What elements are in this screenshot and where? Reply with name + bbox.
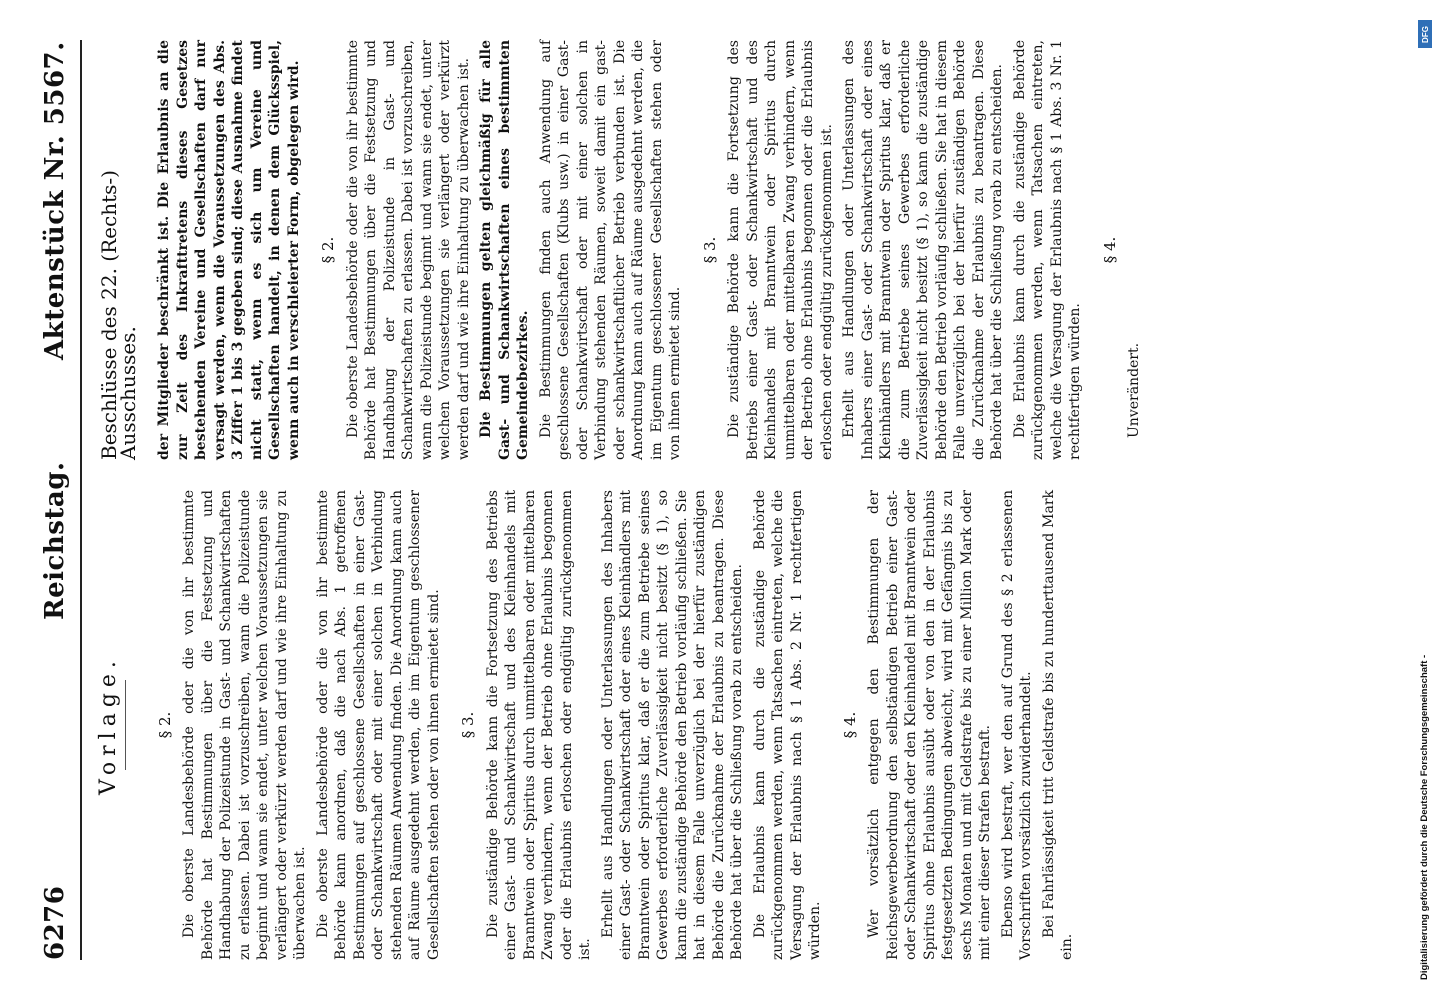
dfg-logo: DFG xyxy=(1418,20,1432,48)
dfg-stamp-text: Digitalisierung gefördert durch die Deutsche Forschungsgemeinschaft - xyxy=(1419,654,1430,980)
header-reichstag: Reichstag. xyxy=(40,461,70,620)
dfg-stamp xyxy=(1418,20,1432,980)
paragraph: Die Erlaubnis kann durch die zuständige Behörde zurückgenommen werden, wenn Tatsachen eintreten, welche die Versagung der Erlaubnis nach § 1 Abs. 3 Nr. 1 rechtfertigen würden. xyxy=(1011,40,1083,460)
paragraph-bold: der Mitglieder beschränkt ist. Die Erlaubnis an die zur Zeit des Inkrafttretens dieses Gesetzes bestehenden Vereine und Gesellschaften darf nur versagt werden, wenn die Voraussetzungen des Abs. 3 Ziffer 1 bis 3 gegeben sind; diese Ausnahme findet nicht statt, wenn es sich um Vereine und Gesellschaften handelt, in denen dem Glücksspiel, wenn auch in verschleierter Form, obgelegen wird. xyxy=(156,40,302,460)
paragraph: Die oberste Landesbehörde oder die von ihr bestimmte Behörde hat Bestimmungen über die Festsetzung und Handhabung der Polizeistunde in Gast- und Schankwirtschaften zu erlassen. Dabei ist vorzuschreiben, wann die Polizeistunde beginnt und wann sie endet, unter welchen Voraussetzungen sie verlängert oder verkürzt werden darf und wie ihre Einhaltung zu überwachen ist. xyxy=(181,490,308,960)
paragraph: Erhellt aus Handlungen oder Unterlassungen des Inhabers einer Gast- oder Schankwirtschaft oder eines Kleinhändlers mit Branntwein oder Spiritus klar, daß er die zum Betriebe seines Gewerbes erforderliche Zuverlässigkeit nicht besitzt (§ 1), so kann die zuständige Behörde den Betrieb vorläufig schließen. Sie hat in diesem Falle unverzüglich bei der hierfür zuständigen Behörde die Zurücknahme der Erlaubnis zu beantragen. Diese Behörde hat über die Schließung vorab zu entscheiden. xyxy=(599,490,745,960)
paragraph: Ebenso wird bestraft, wer den auf Grund des § 2 erlassenen Vorschriften vorsätzlich zuwiderhandelt. xyxy=(999,490,1034,960)
column-title-vorlage: Vorlage. xyxy=(96,655,121,795)
paragraph: Unverändert. xyxy=(1126,342,1142,438)
paragraph: Die Bestimmungen finden auch Anwendung auf geschlossene Gesellschaften (Klubs usw.) in einer Gast- oder Schankwirtschaft oder mit einer solchen in Verbindung stehenden Räumen, soweit damit ein gast- oder schankwirtschaftlicher Betrieb verbunden ist. Die Anordnung kann auch auf Räume ausgedehnt werden, die im Eigentum geschlossener Gesellschaften stehen oder von ihnen ermietet sind. xyxy=(537,40,683,460)
paragraph: Die Erlaubnis kann durch die zuständige Behörde zurückgenommen werden, wenn Tatsachen eintreten, welche die Versagung der Erlaubnis nach § 1 Abs. 2 Nr. 1 rechtfertigen würden. xyxy=(751,490,823,960)
paragraph: Die oberste Landesbehörde oder die von ihr bestimmte Behörde hat Bestimmungen über die Festsetzung und Handhabung der Polizeistunde in Gast- und Schankwirtschaften zu erlassen. Dabei ist vorzuschreiben, wann die Polizeistunde beginnt und wann sie endet, unter welchen Voraussetzungen sie verlängert oder verkürzt werden darf und wie ihre Einhaltung zu überwachen ist. xyxy=(344,40,472,460)
section-heading: § 2. xyxy=(319,236,337,264)
column-beschluesse xyxy=(97,40,1148,460)
section-heading: § 4. xyxy=(840,711,859,739)
paragraph: Bei Fahrlässigkeit tritt Geldstrafe bis zu hunderttausend Mark ein. xyxy=(1040,490,1075,960)
paragraph-bold: Die Bestimmungen gelten gleichmäßig für alle Gast- und Schankwirtschaften eines bestimmten Gemeindebezirkes. xyxy=(478,40,531,460)
page-header xyxy=(40,40,76,960)
header-rule xyxy=(80,40,82,960)
section-heading: § 4. xyxy=(1100,236,1119,264)
section-heading: § 3. xyxy=(700,236,719,264)
header-document-number: Aktenstück Nr. 5567. xyxy=(40,41,70,360)
section-heading: § 2. xyxy=(155,711,174,739)
column-vorlage xyxy=(96,490,1081,960)
column-title-beschluesse: Beschlüsse des 22. (Rechts-) Ausschusses. xyxy=(97,170,140,460)
title-divider xyxy=(125,680,126,770)
paragraph: Die oberste Landesbehörde oder die von ihr bestimmte Behörde kann anordnen, daß die nach Abs. 1 getroffenen Bestimmungen auf geschlossene Gesellschaften in einer Gast- oder Schankwirtschaft oder mit einer solchen in Verbindung stehenden Räumen Anwendung finden. Die Anordnung kann auch auf Räume ausgedehnt werden, die im Eigentum geschlossener Gesellschaften stehen oder von ihnen ermietet sind. xyxy=(314,490,442,960)
paragraph: Erhellt aus Handlungen oder Unterlassungen des Inhabers einer Gast- oder Schankwirtschaft oder eines Kleinhändlers mit Branntwein oder Spiritus klar, daß er die zum Betriebe seines Gewerbes erforderliche Zuverlässigkeit nicht besitzt (§ 1), so kann die zuständige Behörde den Betrieb vorläufig schließen. Sie hat in diesem Falle unverzüglich bei der hierfür zuständigen Behörde die Zurücknahme der Erlaubnis zu beantragen. Diese Behörde hat über die Schließung vorab zu entscheiden. xyxy=(841,40,1005,460)
paragraph: Die zuständige Behörde kann die Fortsetzung des Betriebs einer Gast- und Schankwirtschaft und des Kleinhandels mit Branntwein oder Spiritus durch unmittelbaren oder mittelbaren Zwang verhindern, wenn der Betrieb ohne Erlaubnis begonnen oder die Erlaubnis erloschen oder endgültig zurückgenommen ist. xyxy=(484,490,593,960)
paragraph: Wer vorsätzlich entgegen den Bestimmungen der Reichsgewerbeordnung den selbständigen Betrieb einer Gast- oder Schankwirtschaft oder den Kleinhandel mit Branntwein oder Spiritus ohne Erlaubnis ausübt oder von den in der Erlaubnis festgesetzten Bedingungen abweicht, wird mit Gefängnis bis zu sechs Monaten und mit Geldstrafe bis zu einer Million Mark oder mit einer dieser Strafen bestraft. xyxy=(866,490,993,960)
section-heading: § 3. xyxy=(459,711,477,739)
page-number: 6276 xyxy=(40,885,70,960)
paragraph: Die zuständige Behörde kann die Fortsetzung des Betriebs einer Gast- oder Schankwirtschaft und des Kleinhandels mit Branntwein oder Spiritus durch unmittelbaren oder mittelbaren Zwang verhindern, wenn der Betrieb ohne Erlaubnis begonnen oder die Erlaubnis erloschen oder endgültig zurückgenommen ist. xyxy=(726,40,835,460)
